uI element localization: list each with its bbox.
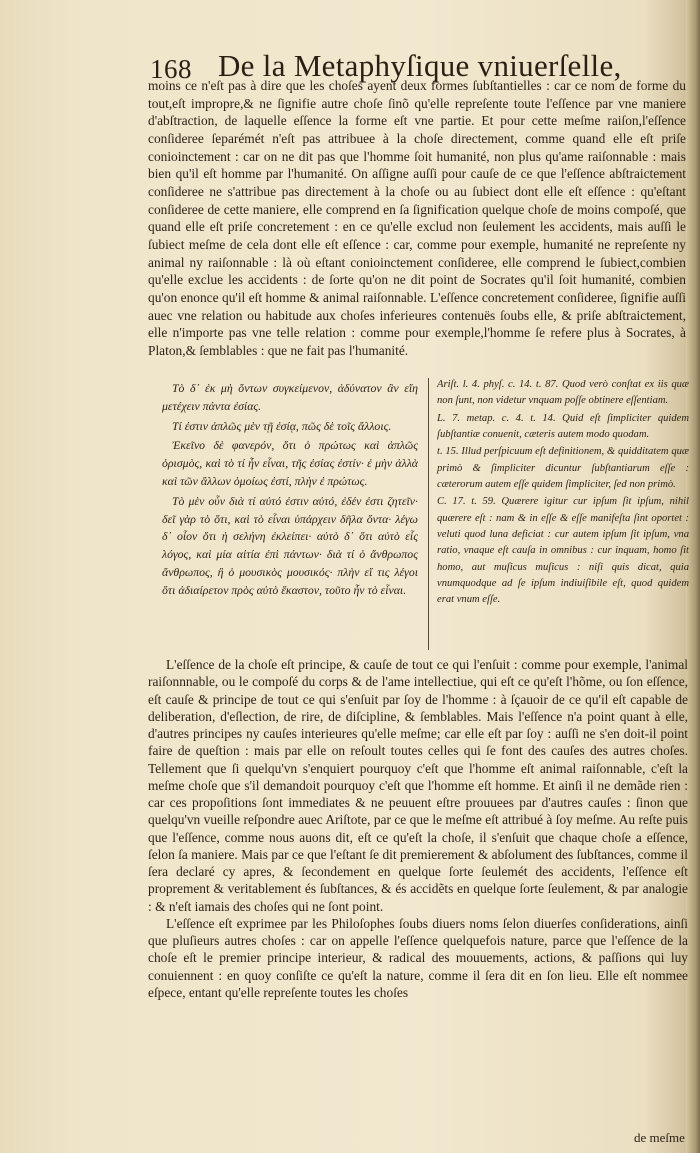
greek-quote: Ἐκεῖνο δὲ φανερόν, ὅτι ὁ πρώτως καὶ ἁπλῶς ὁρισμὸς, καὶ τὸ τί ἦν εἶναι, τῆς ἐσίας ἐστίν· ἐ μὴν ἀλλὰ καὶ τῶν ἄλλων ὁμοίως ἐστί, πλὴν ἐ πρώτως. (162, 438, 418, 488)
side-note: t. 15. Illud perſpicuum eſt definitionem, & quidditatem quæ primò & ſimpliciter dicuntur ſubſtantiarum eſſe : cæterorum autem eſſe quidem ſimpliciter, ſed non primò. (437, 446, 689, 491)
side-note: Ariſt. l. 4. phyſ. c. 14. t. 87. Quod verò conſtat ex iis quæ non ſunt, non videtur vnquam poſſe obtinere eſſentiam. (437, 379, 689, 407)
greek-quote: Τὸ δ᾽ ἐκ μὴ ὄντων συγκείμενον, ἀδύνατον ἂν εἴη μετέχειν πάντα ἐσίας. (162, 381, 418, 413)
running-title: De la Metaphyſique vniuerſelle, (218, 48, 622, 83)
latin-side-notes (437, 377, 689, 610)
catchword: de meſme (634, 1130, 685, 1145)
body-text (148, 656, 688, 1001)
greek-quote: Τὸ μὲν οὖν διὰ τί αὐτό ἐστιν αὐτό, ἐδέν ἐστι ζητεῖν· δεῖ γὰρ τὸ ὅτι, καὶ τὸ εἶναι ὑπάρχειν δῆλα ὄντα· λέγω δ᾽ οἷον ὅτι ἡ σελήνη ἐκλείπει· αὐτὸ δ᾽ ὅτι αὐτὸ εἷς λόγος, καὶ μία αἰτία ἐπὶ πάντων· διὰ τί ὁ ἄνθρωπος ἄνθρωπος, ἢ ὁ μουσικὸς μουσικός· πλὴν εἴ τις λέγοι ὅτι ἀδιαίρετον πρὸς αὐτὸ ἕκαστον, τοῦτο ἦν τὸ εἶναι. (162, 493, 418, 597)
page-number: 168 (150, 54, 192, 84)
body-paragraph: L'eſſence de la choſe eſt principe, & cauſe de tout ce qui l'enſuit : comme pour exemple, l'animal raiſonnnable, ou le compoſé du corps & de l'ame intellectiue, qui eſt ce qu'eſt l'hõme, ou ſon eſſence, eſt cauſe & principe de tout ce qui s'enſuit par ſoy de l'homme : à ſçauoir de ce qu'il eſt capable de deliberation, d'eſlection, de rire, de diſcipline, & ſemblables. Mais l'eſſence n'a point quant à elle, d'autres principes ny cauſes interieures qu'elle meſme; car elle eſt par ſoy : auſſi ne s'en doit-il point faire de queſtion : mais par elle on reſoult toutes celles qui ſe font des cauſes des autres choſes. Tellement que ſi quelqu'vn s'enquiert pourquoy c'eſt que l'homme eſt animal raiſonnable, c'eſt la meſme choſe que s'il demandoit pourquoy c'eſt que l'homme eſt homme. Et ainſi il ne demãde rien : car ces propoſitions ſont immediates & ne peuuent eſtre prouuees par d'autres cauſes : ſinon que quelqu'vn vueille reſpondre auec Ariſtote, par ce que le meſme eſt attribué à ſoy meſme. Au reſte puis que l'eſſence, comme nous auons dit, eſt ce qu'eſt la choſe, il s'enſuit que chaque choſe a eſſence, ſelon ſa maniere. Mais par ce que l'eſtant ſe dit premierement & abſolument des ſubſtances, comme il ſera declaré cy apres, & ſecondement en quelque ſorte ſeulemét des accidents, l'eſſence eſt proprement & veritablement és ſubſtances, & és accidẽts en quelque ſorte ſeulement, & par analogie : & n'eſt iamais des choſes qui ne ſont point. (148, 657, 688, 914)
opening-paragraph-text: moins ce n'eſt pas à dire que les choſes ayent deux formes ſubſtantielles : car ce nom de forme du tout,eſt impropre,& ne ſignifie autre choſe ſinõ qu'elle repreſente toute l'eſſence par vne maniere d'abſtraction, de laquelle eſſence la forme eſt vne partie. Et pour cette meſme raiſon,l'eſſence conſideree ſeparémét n'eſt pas attribuee à la choſe directement, comme quand elle eſt priſe conioinctement : car on ne dit pas que l'homme ſoit humanité, non plus qu'ame raiſonnable : mais bien qu'il eſt homme par l'humanité. On aſſigne auſſi pour cauſe de ce que l'eſſence abſtraictement conſideree ne s'attribue pas directement à la choſe ou au ſubiect dont elle eſt eſſence : qu'eſtant conſideree de cette maniere, elle comprend en ſa ſignification quelque choſe de moins compoſé, que quand elle eſt priſe concretement : en ce qu'elle exclud non ſeulement les accidents, mais auſſi le ſubiect meſme de cela dont elle eſt eſſence : car, comme pour exemple, humanité ne repreſente ny animal ny raiſonnable : là où eſtant conioinctement conſideree, elle comprend le ſubiect,combien qu'elle exclue les accidents : de ſorte qu'on ne dit point de Socrates qu'il ſoit humanité, combien qu'on enonce qu'il eſt homme & animal raiſonnable. L'eſſence concretement conſideree, ſignifie auſſi auec vne relation ou habitude aux choſes inferieures contenuës ſoubs elle, & priſe abſtraictement, elle n'importe pas vne telle relation : comme pour exemple,l'homme ſe refere plus à Socrates, à Platon,& ſemblables : que ne fait pas l'humanité. (148, 78, 686, 358)
greek-quotation-block (162, 380, 418, 602)
opening-paragraph (148, 77, 686, 360)
column-divider (428, 378, 429, 650)
side-note: C. 17. t. 59. Quærere igitur cur ipſum ſit ipſum, nihil quærere eſt : nam & in eſſe & eſſe manifeſta ſint oportet : veluti quod luna deficiat : cur autem ipſum ſit ipſum, vna ratio, vnaque eſt cauſa in omnibus : cur inquam, homo ſit homo, aut muſicus muſicus : niſi quis dicat, quia vnumquodque ad ſe ipſum indiuiſibile eſt, quod quidem erat vnum eſſe. (437, 496, 689, 606)
greek-quote: Τί ἐστιν ἁπλῶς μὲν τῇ ἐσίᾳ, πῶς δὲ τοῖς ἄλλοις. (172, 418, 392, 433)
body-paragraph: L'eſſence eſt exprimee par les Philoſophes ſoubs diuers noms ſelon diuerſes conſiderations, ainſi que pluſieurs autres choſes : car on appelle l'eſſence quelquefois nature, parce que l'eſſence de la choſe eſt le premier principe interieur, & radical des mouuements, actions, & paſſions qui luy conuiennent : en quoy conſiſte ce qu'eſt la nature, comme il ſera dit en ſon lieu. Elle eſt nommee eſpece, entant qu'elle repreſente toutes les choſes (148, 915, 688, 1000)
side-note: L. 7. metap. c. 4. t. 14. Quid eſt ſimpliciter quidem ſubſtantiæ conuenit, cæteris autem modo quodam. (437, 412, 689, 441)
